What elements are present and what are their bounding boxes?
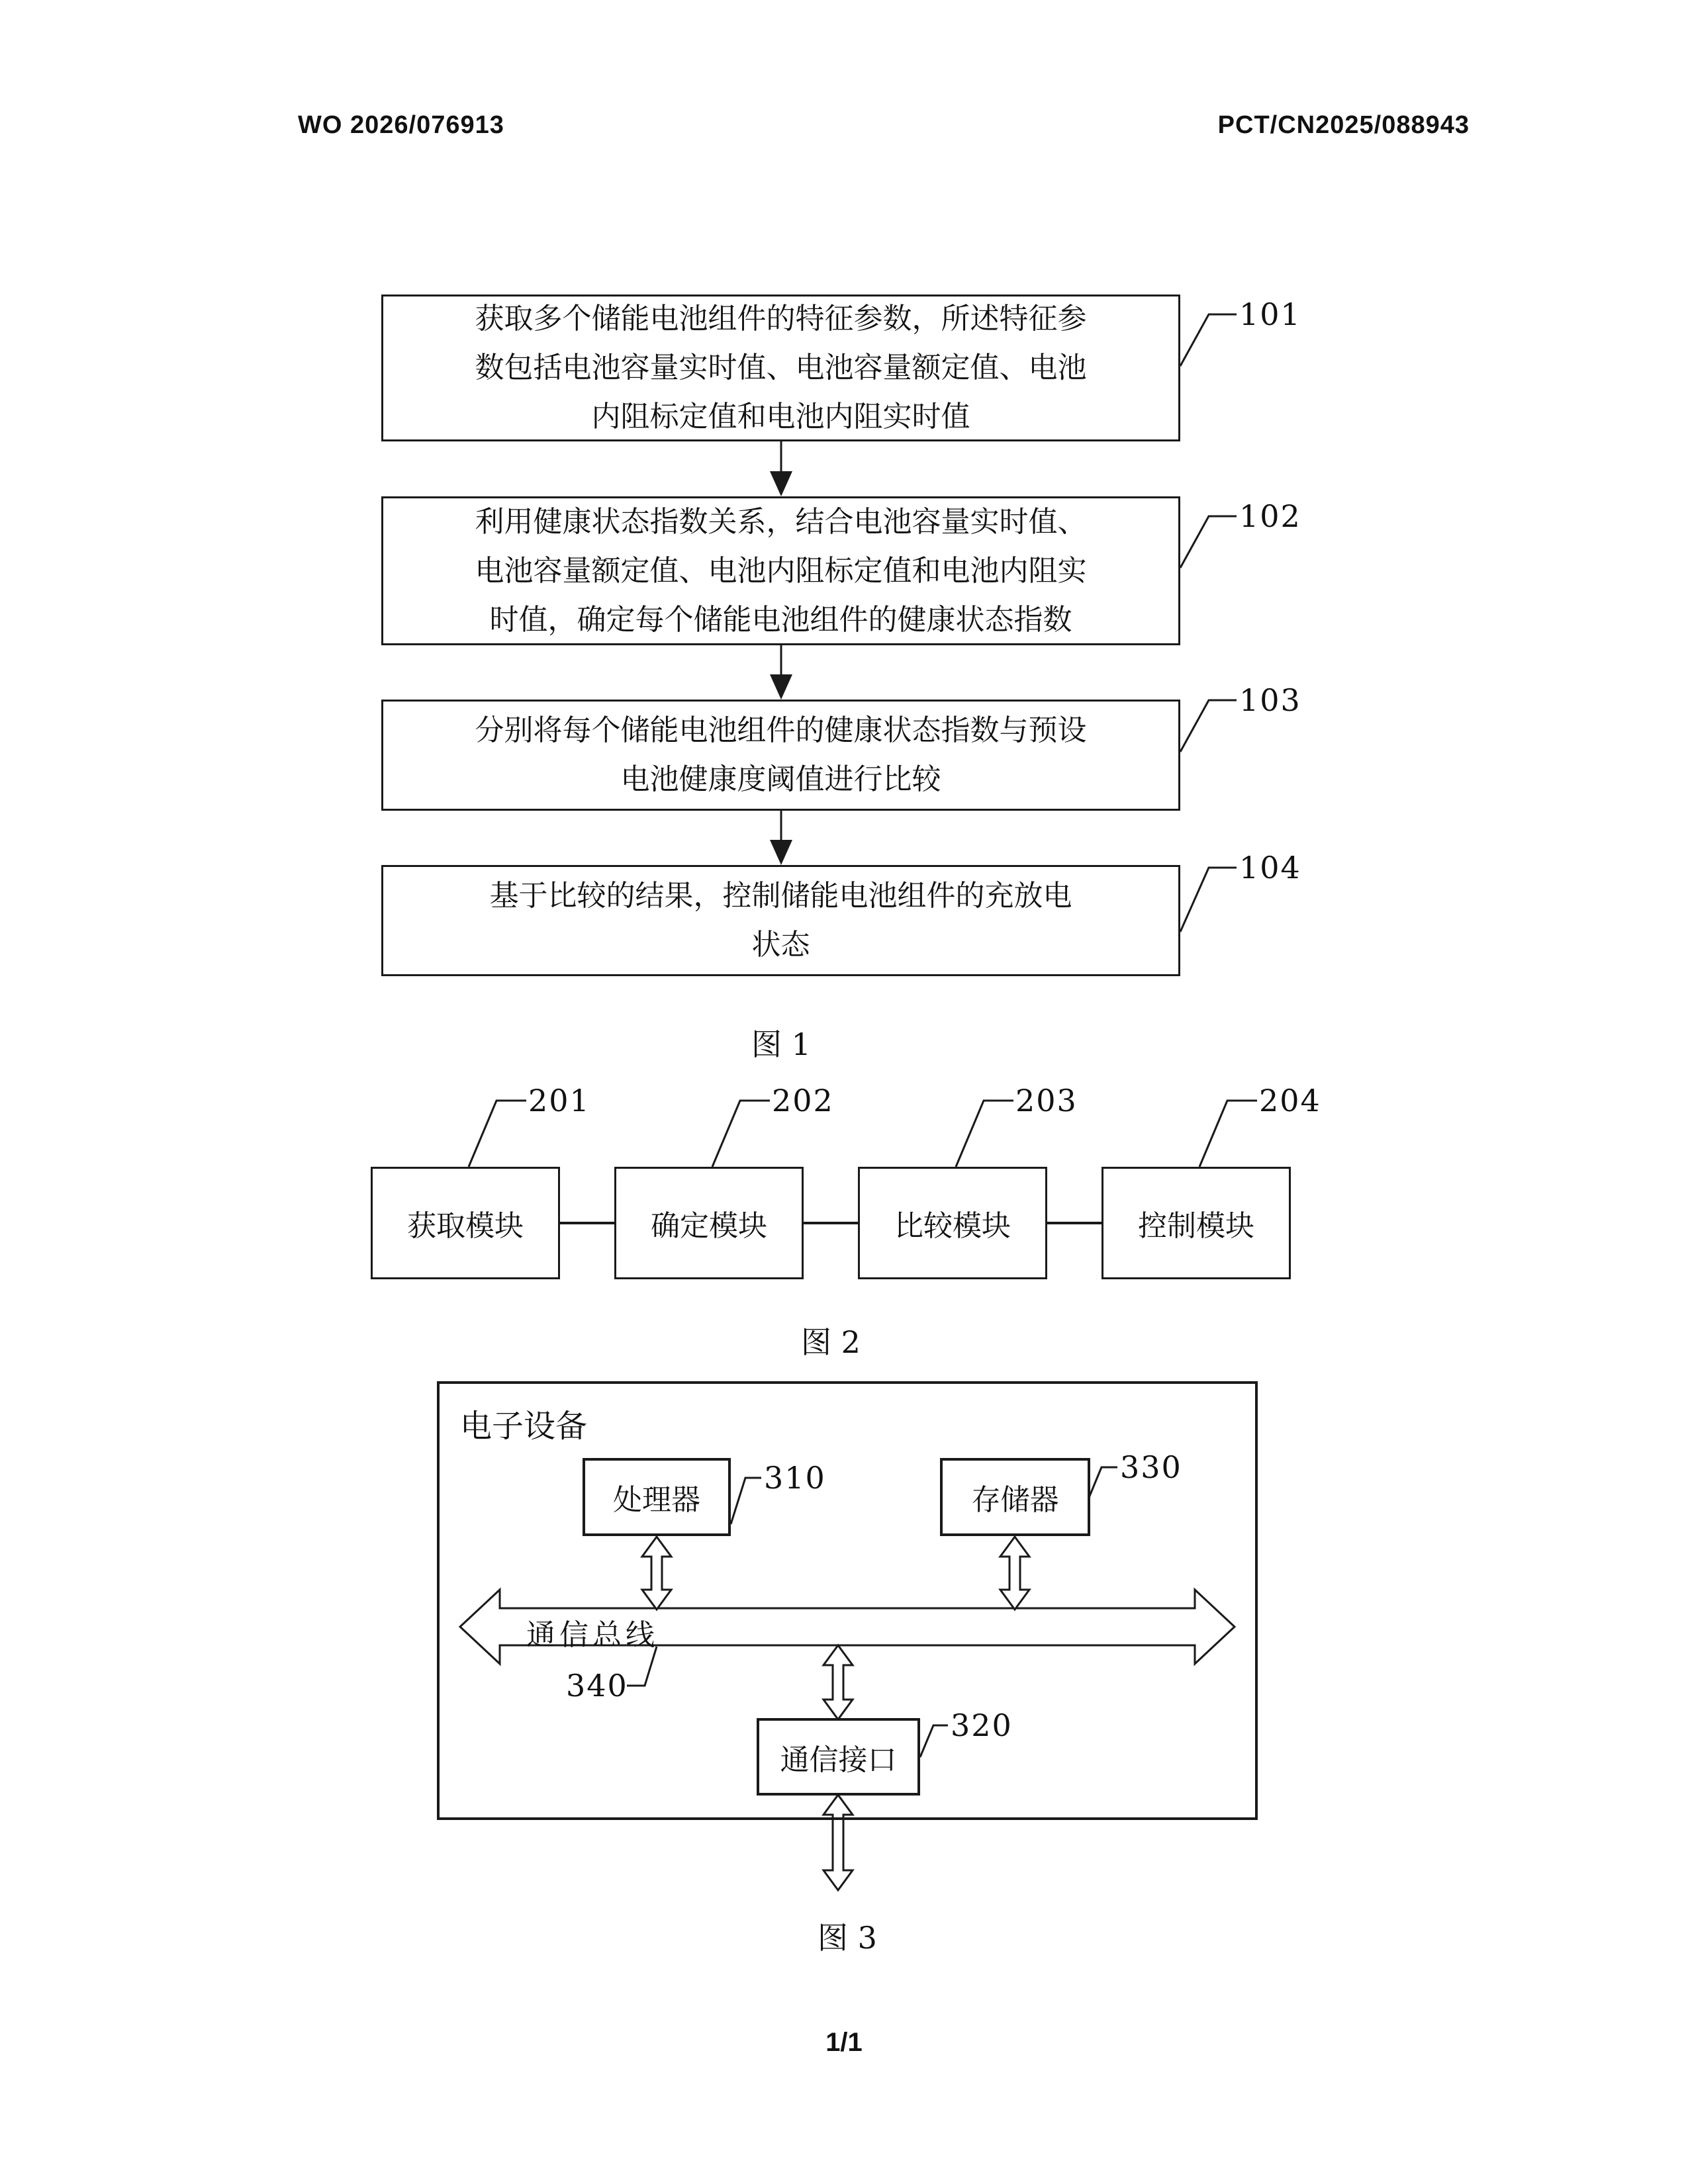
flow-step-101-box bbox=[381, 295, 1180, 441]
component-label: 存储器 bbox=[971, 1483, 1059, 1517]
component-label: 处理器 bbox=[613, 1483, 700, 1517]
module-box-201 bbox=[371, 1167, 560, 1279]
page-number: 1/1 bbox=[825, 2028, 863, 2057]
module-box-202 bbox=[614, 1167, 804, 1279]
flow-step-text: 分别将每个储能电池组件的健康状态指数与预设 bbox=[475, 713, 1087, 747]
flow-step-104-box bbox=[381, 865, 1180, 976]
figure2-caption: 图 2 bbox=[801, 1324, 861, 1360]
comm-interface-box bbox=[757, 1718, 920, 1796]
leader-102 bbox=[1180, 516, 1237, 568]
ref-label-104: 104 bbox=[1239, 850, 1301, 886]
ref-label-204: 204 bbox=[1259, 1083, 1321, 1118]
flow-step-text: 状态 bbox=[751, 928, 810, 962]
leader-201 bbox=[469, 1101, 526, 1167]
electronic-device-label: 电子设备 bbox=[460, 1408, 588, 1445]
module-label: 比较模块 bbox=[894, 1209, 1011, 1243]
flow-step-text: 数包括电池容量实时值、电池容量额定值、电池 bbox=[475, 351, 1087, 385]
publication-number: WO 2026/076913 bbox=[298, 111, 504, 139]
leader-104 bbox=[1180, 868, 1237, 932]
ref-label-330: 330 bbox=[1120, 1449, 1182, 1485]
ref-label-201: 201 bbox=[528, 1083, 590, 1118]
module-label: 控制模块 bbox=[1138, 1209, 1254, 1243]
module-box-204 bbox=[1102, 1167, 1291, 1279]
application-number: PCT/CN2025/088943 bbox=[1217, 111, 1470, 139]
module-label: 确定模块 bbox=[651, 1209, 767, 1243]
flow-arrowhead-104 bbox=[770, 840, 792, 865]
leader-202 bbox=[712, 1101, 770, 1167]
leader-101 bbox=[1180, 314, 1237, 366]
module-label: 获取模块 bbox=[407, 1209, 524, 1243]
ref-label-310: 310 bbox=[764, 1460, 826, 1496]
figure1-caption: 图 1 bbox=[751, 1026, 811, 1062]
module-box-203 bbox=[858, 1167, 1047, 1279]
comm-bus-label: 通信总线 bbox=[526, 1618, 659, 1652]
processor-box bbox=[583, 1458, 731, 1536]
ref-label-103: 103 bbox=[1239, 682, 1301, 718]
leader-103 bbox=[1180, 700, 1237, 752]
flow-step-text: 利用健康状态指数关系，结合电池容量实时值、 bbox=[475, 504, 1087, 539]
leader-203 bbox=[956, 1101, 1013, 1167]
flow-step-103-box bbox=[381, 700, 1180, 811]
component-label: 通信接口 bbox=[780, 1743, 897, 1777]
ref-label-320: 320 bbox=[951, 1707, 1013, 1743]
leader-204 bbox=[1199, 1101, 1257, 1167]
ref-label-203: 203 bbox=[1015, 1083, 1078, 1118]
flow-step-text: 基于比较的结果，控制储能电池组件的充放电 bbox=[489, 879, 1072, 913]
flow-step-text: 电池容量额定值、电池内阻标定值和电池内阻实 bbox=[475, 553, 1087, 588]
memory-box bbox=[940, 1458, 1090, 1536]
flow-step-text: 内阻标定值和电池内阻实时值 bbox=[591, 400, 970, 433]
flow-arrowhead-103 bbox=[770, 674, 792, 700]
ref-label-202: 202 bbox=[772, 1083, 834, 1118]
flow-step-text: 电池健康度阈值进行比较 bbox=[620, 762, 941, 796]
figure3-caption: 图 3 bbox=[818, 1920, 877, 1956]
flow-step-102-box bbox=[381, 496, 1180, 645]
ref-label-101: 101 bbox=[1239, 296, 1301, 332]
flow-step-text: 时值，确定每个储能电池组件的健康状态指数 bbox=[489, 602, 1072, 637]
ref-label-340: 340 bbox=[566, 1668, 628, 1704]
flow-step-text: 获取多个储能电池组件的特征参数，所述特征参 bbox=[475, 302, 1087, 336]
ref-label-102: 102 bbox=[1239, 498, 1301, 534]
flow-arrowhead-102 bbox=[770, 471, 792, 496]
